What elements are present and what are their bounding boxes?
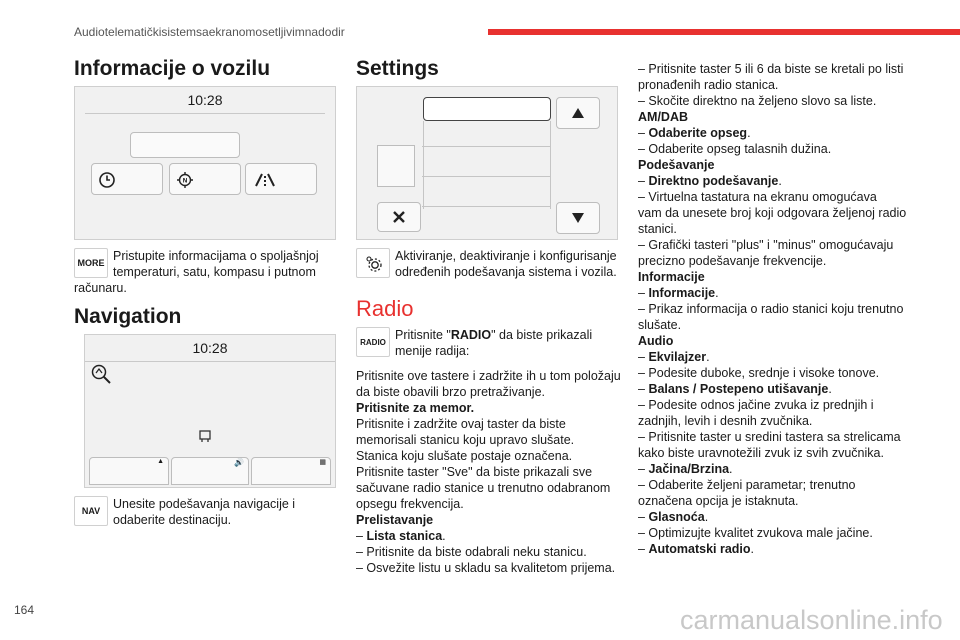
volume-icon: 🔊 xyxy=(234,458,244,467)
compass-button[interactable] xyxy=(169,163,241,195)
settings-side-tile[interactable] xyxy=(377,145,415,187)
header-accent-bar xyxy=(488,29,960,35)
text-line: zadnjih, levih i desnih zvučnika. xyxy=(638,414,813,428)
screen-clock: 10:28 xyxy=(187,92,223,108)
text-line: da biste obavili brzo pretraživanje. xyxy=(356,385,545,399)
nav-description xyxy=(113,496,343,528)
more-icon-label: MORE xyxy=(77,258,105,268)
text-part: " da biste prikazali xyxy=(491,328,593,342)
section-heading: Prelistavanje xyxy=(356,513,434,527)
text-line: – Automatski radio. xyxy=(638,542,755,556)
text-line: – Pritisnite taster u sredini tastera sa strelicama xyxy=(638,430,901,444)
text-line: opsegu frekvencija. xyxy=(356,497,464,511)
text-line: – Glasnoća. xyxy=(638,510,709,524)
text-part: Pritisnite " xyxy=(395,328,451,342)
text-line: kako biste uravnotežili zvuk iz svih zvučnika. xyxy=(638,446,884,460)
text-part-bold: Glasnoća xyxy=(648,510,705,524)
text-line: Pritisnite taster "Sve" da biste prikazali sve xyxy=(356,465,593,479)
text-part-bold: Odaberite opseg xyxy=(648,126,748,140)
text-line: precizno podešavanje frekvencije. xyxy=(638,254,827,268)
section-heading: Informacije xyxy=(638,270,705,284)
info-display-field[interactable] xyxy=(130,132,240,158)
text-line: – Odaberite opseg. xyxy=(638,126,751,140)
text-part-bold: Automatski radio xyxy=(648,542,751,556)
text-line: – Optimizujte kvalitet zvukova male jačine. xyxy=(638,526,873,540)
text-line: memorisali stanicu koju upravo slušate. xyxy=(356,433,575,447)
scroll-up-button[interactable] xyxy=(556,97,600,129)
text-line: – Ekvilajzer. xyxy=(638,350,710,364)
road-icon xyxy=(254,173,276,187)
text-line: određenih podešavanja sistema i vozila. xyxy=(395,265,617,279)
text-line: odaberite destinaciju. xyxy=(113,513,232,527)
section-heading: AM/DAB xyxy=(638,110,688,124)
nav-icon-label: NAV xyxy=(81,506,101,516)
radio-description xyxy=(395,327,620,359)
text-line: Pritisnite i zadržite ovaj taster da biste xyxy=(356,417,566,431)
text-line: pronađenih radio stanica. xyxy=(638,78,779,92)
close-icon xyxy=(393,211,405,223)
text-line xyxy=(395,327,620,343)
search-map-icon[interactable] xyxy=(90,363,112,385)
settings-icon xyxy=(356,248,390,278)
clock-icon xyxy=(98,171,116,189)
radio-body xyxy=(356,368,621,576)
text-line: – Podesite odnos jačine zvuka iz prednjih i xyxy=(638,398,874,412)
triangle-down-icon xyxy=(572,213,584,223)
close-button[interactable] xyxy=(377,202,421,232)
section-heading: Pritisnite za memor. xyxy=(356,401,475,415)
page-header-breadcrumb: Audiotelematičkisistemsaekranomosetljivimnadodir xyxy=(74,25,345,39)
radio-title: Radio xyxy=(356,296,414,321)
list-header-field[interactable] xyxy=(423,97,551,121)
svg-text:N: N xyxy=(182,178,188,185)
nav-direction-button[interactable] xyxy=(89,457,169,485)
more-icon xyxy=(74,248,108,278)
text-part-bold: Balans / Postepeno utišavanje xyxy=(648,382,829,396)
text-line: – Skočite direktno na željeno slovo sa liste. xyxy=(638,94,877,108)
more-description-end: računaru. xyxy=(74,281,127,295)
vehicle-info-screen xyxy=(74,86,336,240)
text-line: – Balans / Postepeno utišavanje. xyxy=(638,382,832,396)
text-line: – Pritisnite taster 5 ili 6 da biste se kretali po listi xyxy=(638,62,904,76)
text-line: sačuvane radio stanice u trenutno odabranom xyxy=(356,481,611,495)
nav-traffic-button[interactable] xyxy=(251,457,331,485)
text-part-bold: Jačina/Brzina xyxy=(648,462,730,476)
text-line: temperaturi, satu, kompasu i putnom xyxy=(113,265,316,279)
vehicle-position-icon xyxy=(198,429,212,443)
radio-icon-label: RADIO xyxy=(360,337,386,347)
text-line: – Informacije. xyxy=(638,286,719,300)
nav-volume-button[interactable] xyxy=(171,457,249,485)
text-part-bold: Ekvilajzer xyxy=(648,350,707,364)
text-line: – Lista stanica. xyxy=(356,529,446,543)
trip-computer-button[interactable] xyxy=(245,163,317,195)
triangle-up-icon xyxy=(572,108,584,118)
text-line: Pritisnite ove tastere i zadržite ih u tom položaju xyxy=(356,369,621,383)
compass-icon xyxy=(176,171,194,189)
text-line: – Prikaz informacija o radio stanici koju trenutno xyxy=(638,302,904,316)
text-line: – Jačina/Brzina. xyxy=(638,462,733,476)
text-line: Pristupite informacijama o spoljašnjoj xyxy=(113,249,319,263)
navigation-title: Navigation xyxy=(74,305,182,328)
text-line: označena opcija je istaknuta. xyxy=(638,494,799,508)
text-line: – Osvežite listu u skladu sa kvalitetom prijema. xyxy=(356,561,616,575)
text-line: – Grafički tasteri "plus" i "minus" omogućavaju xyxy=(638,238,894,252)
text-part-bold: Lista stanica xyxy=(366,529,443,543)
settings-screen xyxy=(356,86,618,240)
section-heading: Audio xyxy=(638,334,674,348)
screen-clock: 10:28 xyxy=(192,340,228,356)
clock-button[interactable] xyxy=(91,163,163,195)
text-line: stanici. xyxy=(638,222,677,236)
section-heading: Podešavanje xyxy=(638,158,715,172)
watermark: carmanualsonline.info xyxy=(680,605,943,635)
text-part-bold: Informacije xyxy=(648,286,716,300)
settings-title: Settings xyxy=(356,57,439,80)
gear-icon xyxy=(364,254,382,272)
text-line: Stanica koju slušate postaje označena. xyxy=(356,449,573,463)
text-line: – Odaberite željeni parametar; trenutno xyxy=(638,478,856,492)
more-description xyxy=(113,248,343,280)
radio-icon xyxy=(356,327,390,357)
text-line: – Direktno podešavanje. xyxy=(638,174,782,188)
text-line: menije radija: xyxy=(395,344,470,358)
text-line: – Podesite duboke, srednje i visoke tonove. xyxy=(638,366,880,380)
text-line: – Virtuelna tastatura na ekranu omogućava xyxy=(638,190,877,204)
vehicle-info-title: Informacije o vozilu xyxy=(74,57,271,80)
scroll-down-button[interactable] xyxy=(556,202,600,234)
text-line: Unesite podešavanja navigacije i xyxy=(113,497,296,511)
text-line: vam da unesete broj koji odgovara željenoj radio xyxy=(638,206,907,220)
settings-description xyxy=(395,248,620,280)
traffic-icon: ▦ xyxy=(319,459,326,466)
text-part-bold: RADIO xyxy=(450,328,492,342)
nav-icon xyxy=(74,496,108,526)
page-number: 164 xyxy=(14,603,35,617)
text-part-bold: Direktno podešavanje xyxy=(648,174,779,188)
text-line: – Pritisnite da biste odabrali neku stanicu. xyxy=(356,545,587,559)
text-line: Aktiviranje, deaktiviranje i konfigurisanje xyxy=(395,249,617,263)
radio-details-column xyxy=(638,61,908,557)
navigation-screen xyxy=(84,334,336,488)
text-line: – Odaberite opseg talasnih dužina. xyxy=(638,142,832,156)
text-line: slušate. xyxy=(638,318,682,332)
navigation-arrow-icon: ▲ xyxy=(157,458,164,465)
